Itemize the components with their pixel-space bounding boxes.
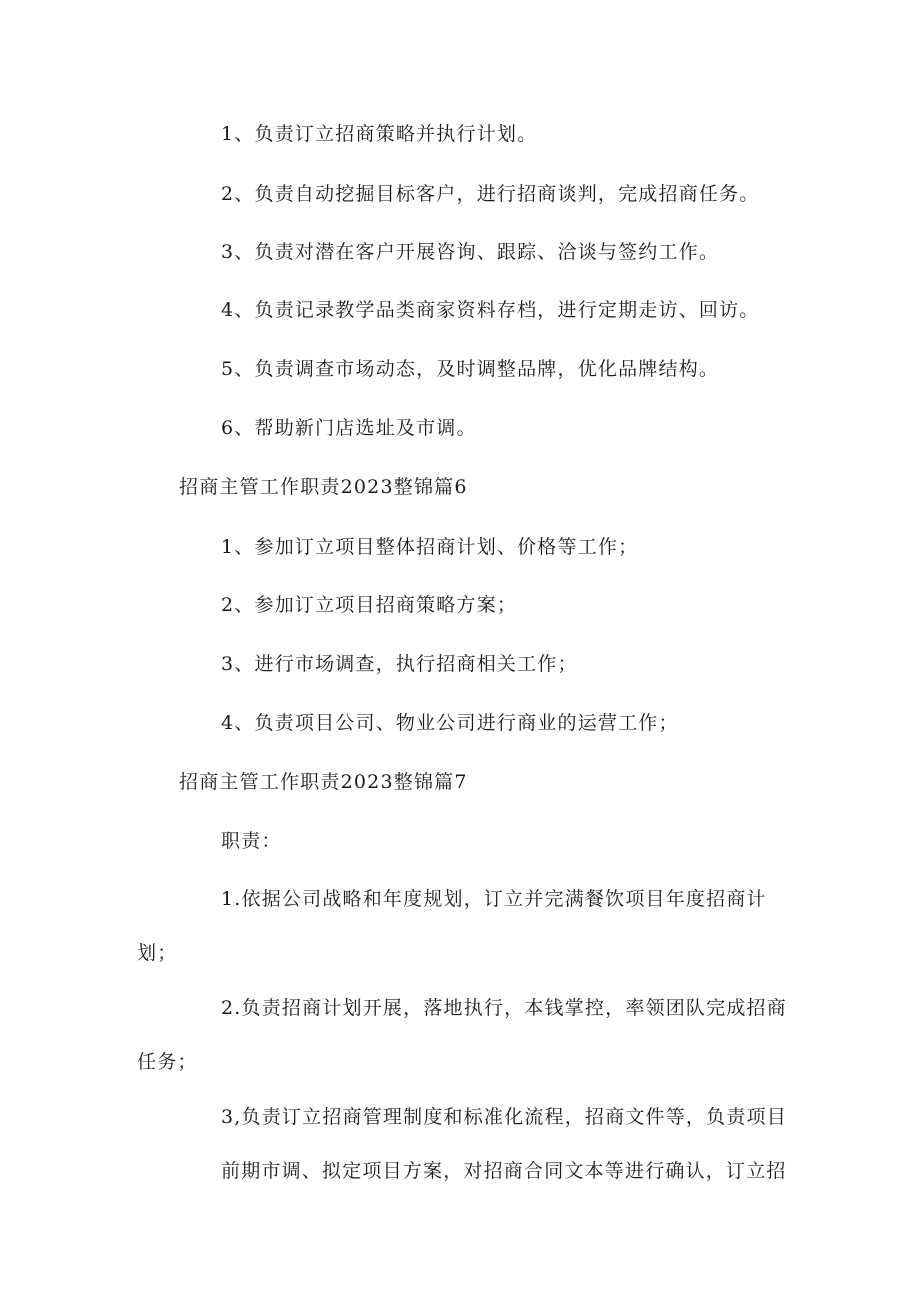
paragraph-line: 3,负责订立招商管理制度和标准化流程，招商文件等，负责项目 [221, 1106, 787, 1128]
paragraph-line: 1.依据公司战略和年度规划，订立并完满餐饮项目年度招商计 [221, 888, 767, 910]
paragraph-line: 2.负责招商计划开展，落地执行，本钱掌控，率领团队完成招商 [221, 997, 787, 1019]
section-heading: 招商主管工作职责2023整锦篇6 [179, 476, 468, 498]
list-item: 2、负责自动挖掘目标客户，进行招商谈判，完成招商任务。 [221, 183, 760, 205]
list-item: 5、负责调查市场动态，及时调整品牌，优化品牌结构。 [221, 358, 720, 380]
duties-label: 职责： [221, 830, 282, 852]
list-item: 4、负责记录教学品类商家资料存档，进行定期走访、回访。 [221, 299, 760, 321]
list-item: 2、参加订立项目招商策略方案； [221, 594, 518, 616]
paragraph-line: 前期市调、拟定项目方案，对招商合同文本等进行确认，订立招 [221, 1160, 787, 1182]
list-item: 4、负责项目公司、物业公司进行商业的运营工作； [221, 712, 679, 734]
list-item: 6、帮助新门店选址及市调。 [221, 417, 477, 439]
paragraph-line: 任务； [137, 1051, 198, 1073]
list-item: 3、进行市场调查，执行招商相关工作； [221, 653, 578, 675]
paragraph-line: 划； [137, 942, 178, 964]
section-heading: 招商主管工作职责2023整锦篇7 [179, 771, 468, 793]
list-item: 3、负责对潜在客户开展咨询、跟踪、洽谈与签约工作。 [221, 241, 720, 263]
list-item: 1、参加订立项目整体招商计划、价格等工作； [221, 536, 639, 558]
list-item: 1、负责订立招商策略并执行计划。 [221, 123, 538, 145]
